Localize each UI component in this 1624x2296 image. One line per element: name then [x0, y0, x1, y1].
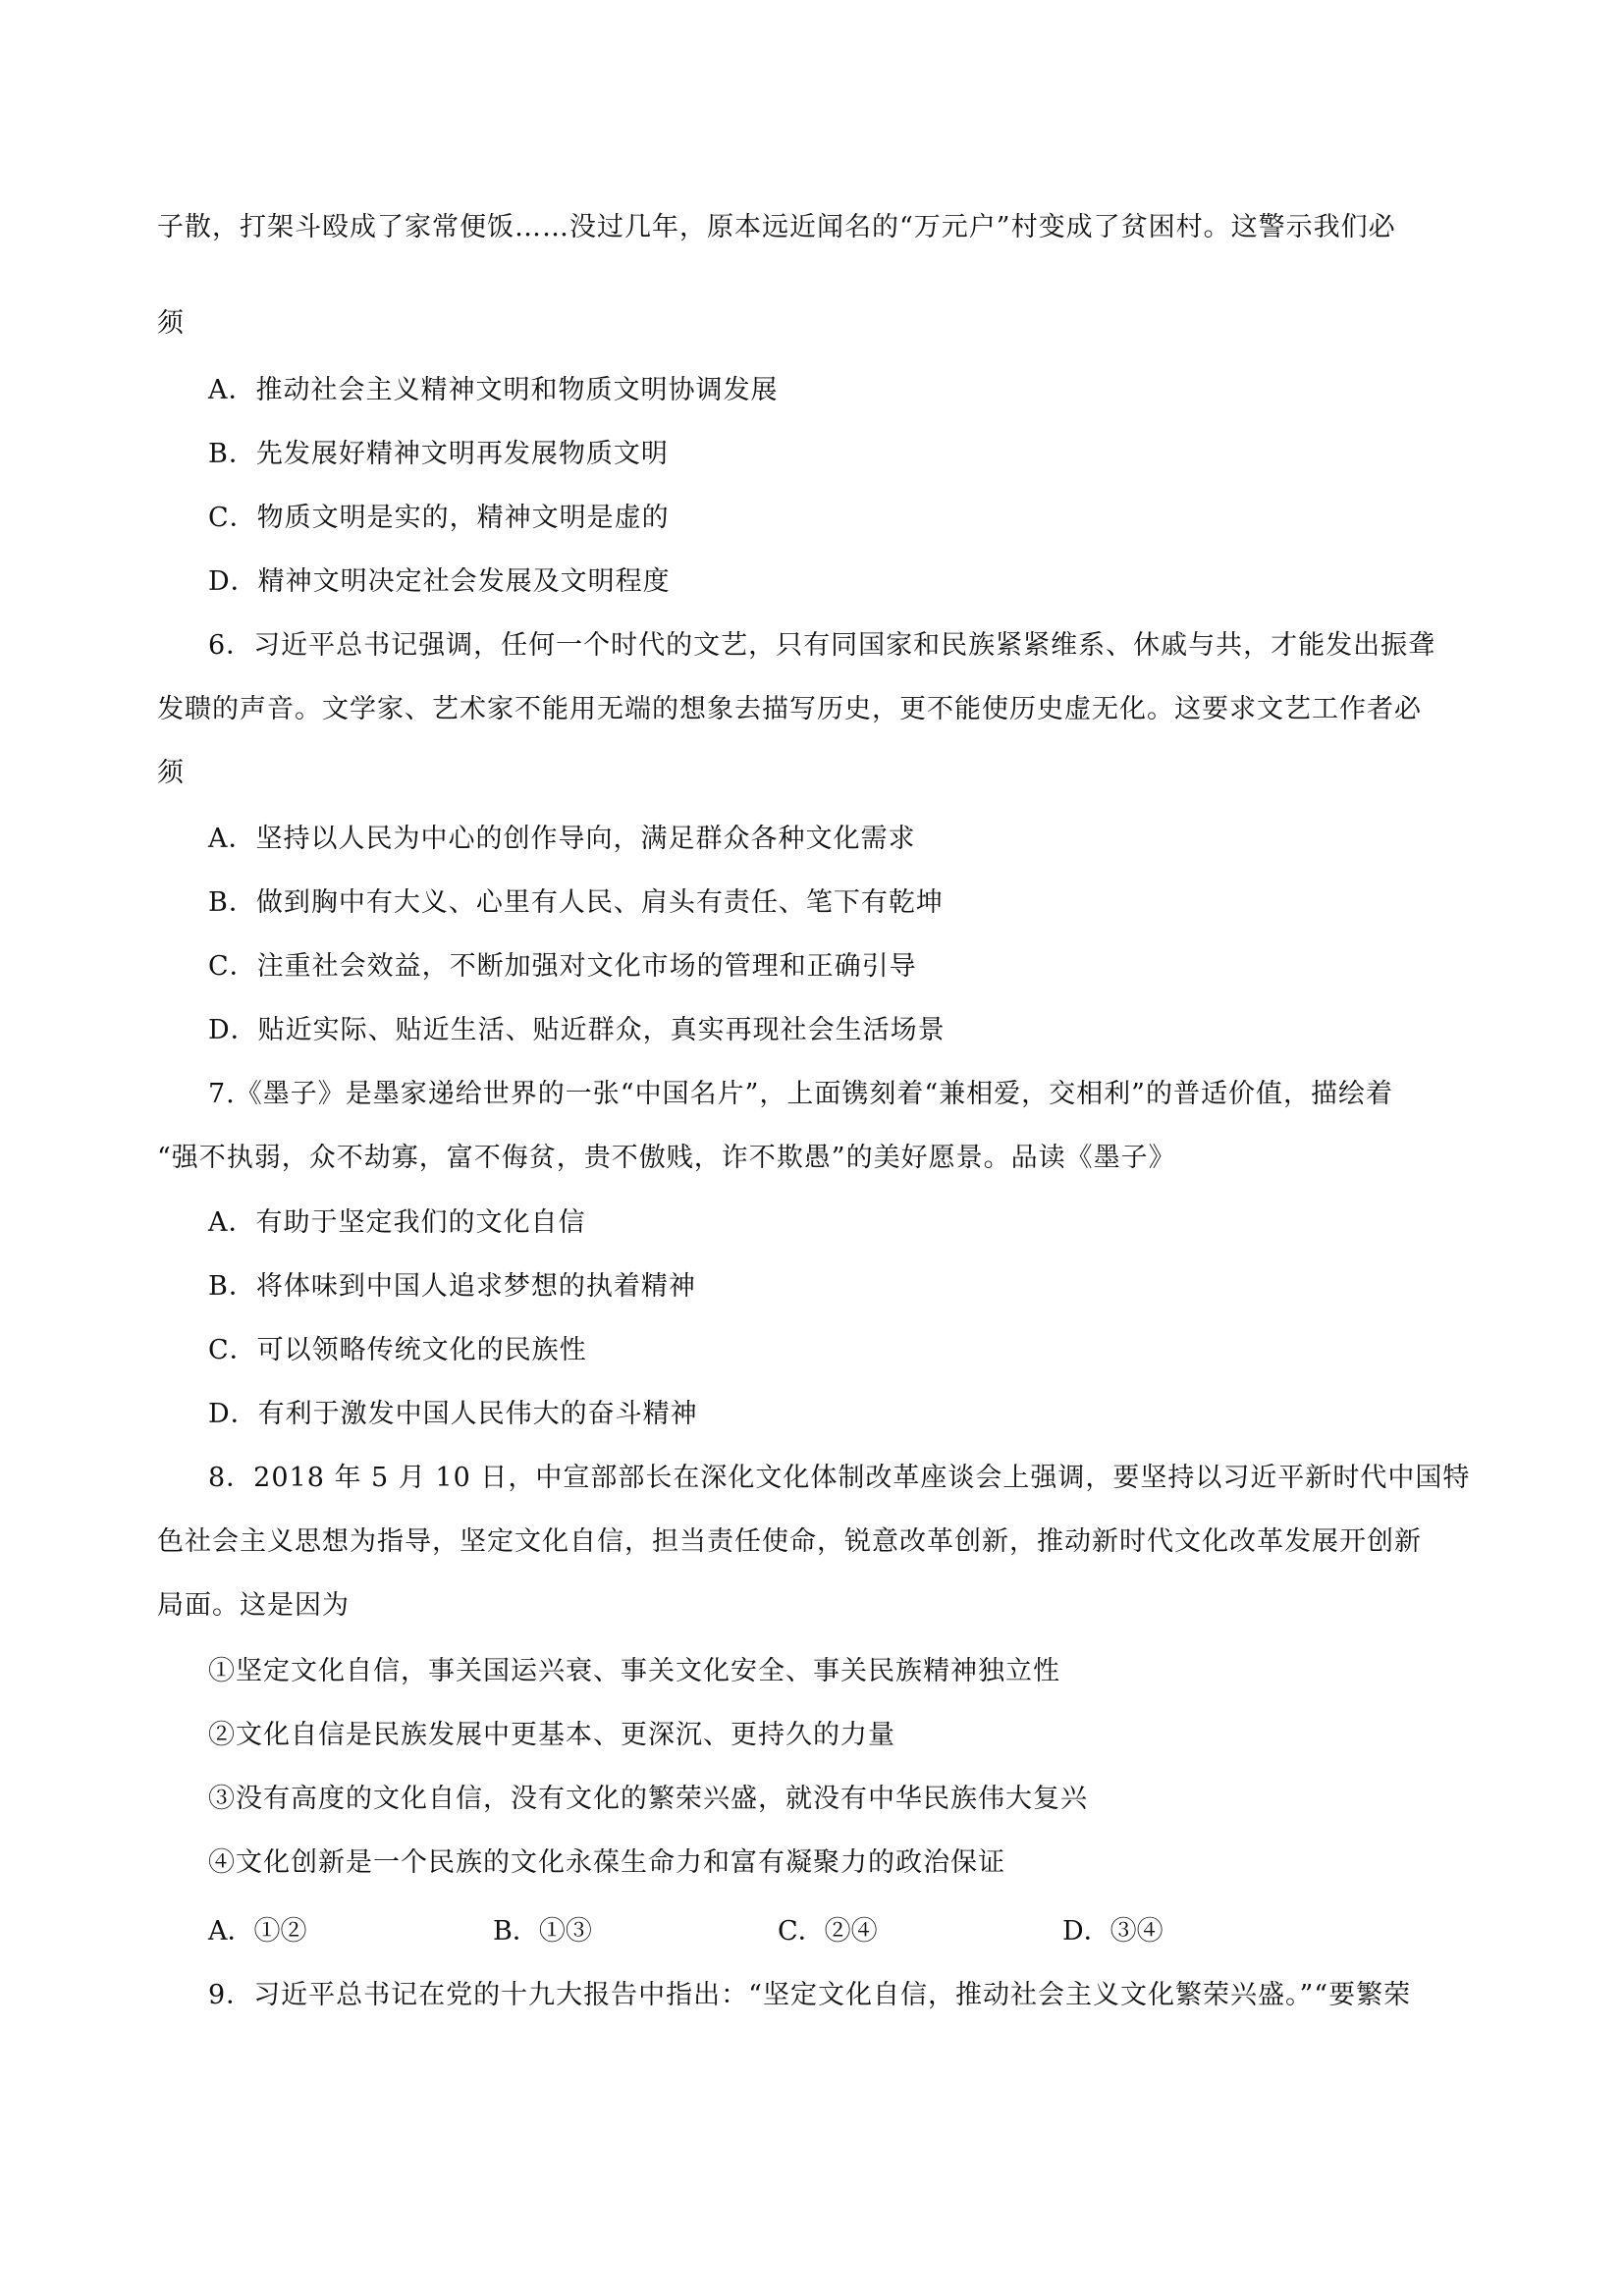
q8-stem-line-2: 色社会主义思想为指导，坚定文化自信，担当责任使命，锐意改革创新，推动新时代文化改革发展开创新 [157, 1526, 1422, 1557]
q6-option-b: B．做到胸中有大义、心里有人民、肩头有责任、笔下有乾坤 [208, 887, 944, 918]
q6-option-d: D．贴近实际、贴近生活、贴近群众，真实再现社会生活场景 [208, 1015, 946, 1045]
q9-stem-line-1: 9．习近平总书记在党的十九大报告中指出：“坚定文化自信，推动社会主义文化繁荣兴盛。”“要繁荣 [208, 1980, 1412, 2010]
q5-option-a: A．推动社会主义精神文明和物质文明协调发展 [208, 375, 779, 405]
q8-choice-c: C．②④ [778, 1916, 878, 1947]
q6-stem-line-2: 发聩的声音。文学家、艺术家不能用无端的想象去描写历史，更不能使历史虚无化。这要求文艺工作者必 [157, 694, 1422, 724]
q7-stem-line-2: “强不执弱，众不劫寡，富不侮贫，贵不傲贱，诈不欺愚”的美好愿景。品读《墨子》 [157, 1143, 1176, 1173]
q7-option-c: C．可以领略传统文化的民族性 [208, 1335, 587, 1365]
q5-option-c: C．物质文明是实的，精神文明是虚的 [208, 503, 670, 533]
q5-option-b: B．先发展好精神文明再发展物质文明 [208, 439, 669, 469]
q6-option-a: A．坚持以人民为中心的创作导向，满足群众各种文化需求 [208, 824, 916, 854]
q7-option-a: A．有助于坚定我们的文化自信 [208, 1207, 586, 1238]
q5-option-d: D．精神文明决定社会发展及文明程度 [208, 566, 671, 597]
q8-choice-a: A．①② [208, 1916, 307, 1947]
q6-stem-line-1: 6．习近平总书记强调，任何一个时代的文艺，只有同国家和民族紧紧维系、休戚与共，才能发出振聋 [208, 630, 1436, 661]
q8-choice-b: B．①③ [493, 1916, 592, 1947]
q8-statement-4: ④文化创新是一个民族的文化永葆生命力和富有凝聚力的政治保证 [208, 1847, 1005, 1878]
q7-stem-line-1: 7.《墨子》是墨家递给世界的一张“中国名片”，上面镌刻着“兼相爱，交相利”的普适价值，描绘着 [208, 1079, 1393, 1109]
q6-option-c: C．注重社会效益，不断加强对文化市场的管理和正确引导 [208, 951, 917, 982]
q8-statement-1: ①坚定文化自信，事关国运兴衰、事关文化安全、事关民族精神独立性 [208, 1656, 1060, 1686]
q5-stem-line-1: 子散，打架斗殴成了家常便饭……没过几年，原本远近闻名的“万元户”村变成了贫困村。这警示我们必 [157, 212, 1396, 242]
q8-statement-3: ③没有高度的文化自信，没有文化的繁荣兴盛，就没有中华民族伟大复兴 [208, 1784, 1088, 1814]
q8-stem-line-3: 局面。这是因为 [157, 1590, 350, 1621]
q8-choice-d: D．③④ [1062, 1916, 1164, 1947]
q7-option-d: D．有利于激发中国人民伟大的奋斗精神 [208, 1399, 698, 1429]
q7-option-b: B．将体味到中国人追求梦想的执着精神 [208, 1271, 696, 1302]
q6-stem-line-3: 须 [157, 758, 185, 788]
q5-stem-line-2: 须 [157, 308, 185, 339]
q8-statement-2: ②文化自信是民族发展中更基本、更深沉、更持久的力量 [208, 1720, 895, 1750]
q8-stem-line-1: 8．2018 年 5 月 10 日，中宣部部长在深化文化体制改革座谈会上强调，要坚持以习近平新时代中国特 [208, 1463, 1471, 1493]
